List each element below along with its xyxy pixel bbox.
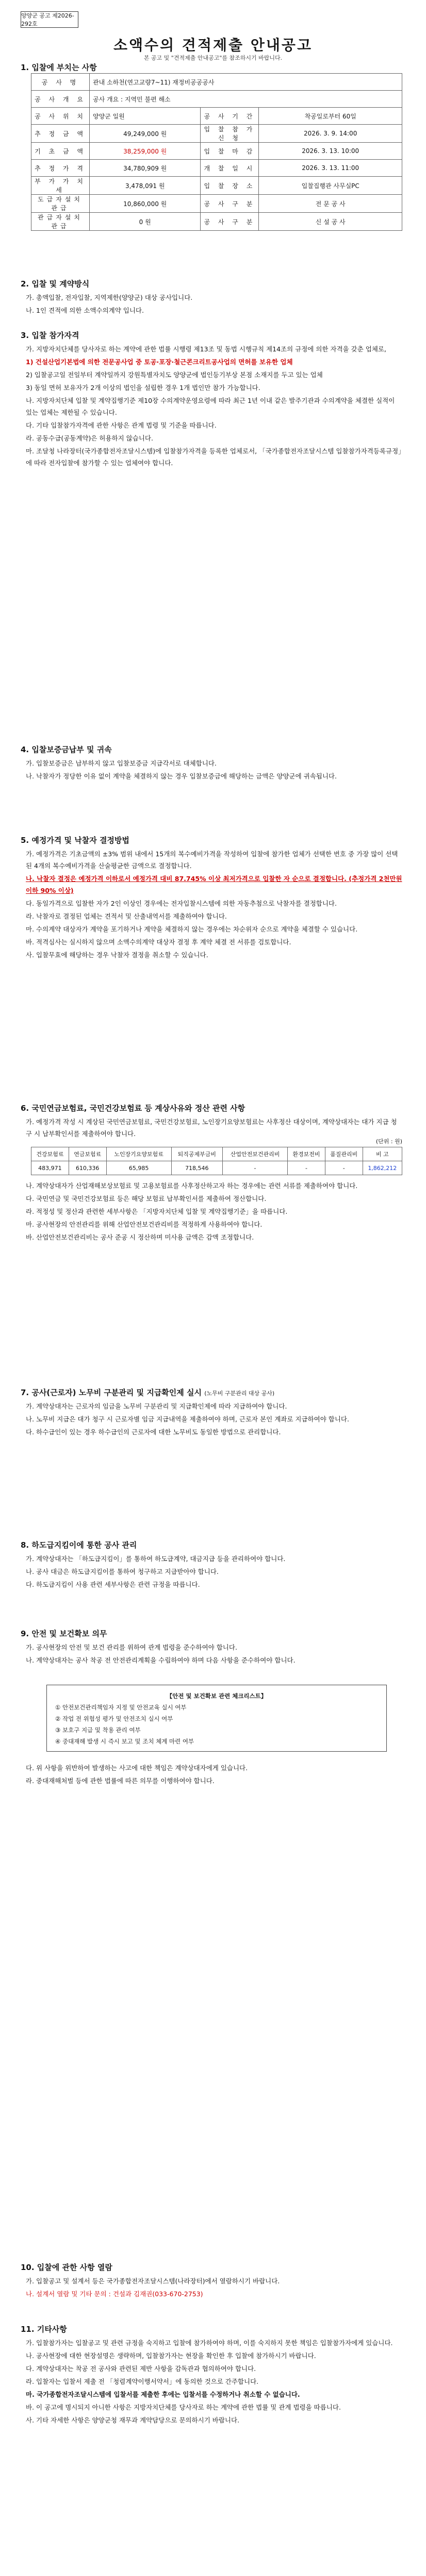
- section-8-body: [26, 1553, 402, 1591]
- insurance-th: 퇴직공제부금비: [171, 1147, 222, 1161]
- s8-line: 나. 공사 대금은 하도급지킴이를 통하여 청구하고 지급받아야 합니다.: [26, 1568, 219, 1575]
- section-2-heading: 2. 입찰 및 계약방식: [21, 279, 90, 289]
- label-registration: 입 찰 참 가 신 청: [201, 125, 259, 143]
- s5-line: 사. 입찰무효에 해당하는 경우 낙찰자 결정을 취소할 수 있습니다.: [26, 951, 208, 959]
- section-5-body: [26, 848, 402, 962]
- page-subtitle: 본 공고 및 "견적제출 안내공고"를 참조하시기 바랍니다.: [143, 55, 283, 61]
- section-10-heading: 10. 입찰에 관한 사항 열람: [21, 2263, 112, 2272]
- value-contractor-supply: 10,860,000 원: [90, 195, 201, 213]
- value-opening: 2026. 3. 13. 11:00: [259, 160, 402, 177]
- s10-line: 가. 입찰공고 및 설계서 등은 국가종합전자조달시스템(나라장터)에서 열람하시기 바랍니다.: [26, 2277, 280, 2285]
- bid-info-table: [31, 73, 402, 231]
- insurance-th: 비 고: [363, 1147, 402, 1161]
- value-deadline: 2026. 3. 13. 10:00: [259, 143, 402, 160]
- section-7-heading: [21, 1387, 274, 1398]
- section-7-body: [26, 1400, 402, 1439]
- s3-line: 마. 조달청 나라장터(국가종합전자조달시스템)에 입찰참가자격을 등록한 업체로서, 「국가종합전자조달시스템 입찰참가자격등록규정」에 따라 전자입찰에 참가할 수 있는 업체여야 합니다.: [26, 447, 402, 467]
- insurance-td: 610,336: [69, 1161, 106, 1175]
- s2-line: 가. 총액입찰, 전자입찰, 지역제한(양양군) 대상 공사입니다.: [26, 294, 193, 301]
- value-estimated-amount: 49,249,000 원: [90, 125, 201, 143]
- s8-line: 다. 하도급지킴이 사용 관련 세부사항은 관련 규정을 따릅니다.: [26, 1581, 200, 1588]
- label-base-amount: 기 초 금 액: [31, 143, 90, 160]
- label-estimated-price: 추 정 가 격: [31, 160, 90, 177]
- label-vat: 부 가 가 치 세: [31, 177, 90, 195]
- value-registration: 2026. 3. 9. 14:00: [259, 125, 402, 143]
- notice-number-box: 양양군 공고 제2026-292호: [21, 11, 78, 28]
- s4-line: 가. 입찰보증금은 납부하지 않고 입찰보증금 지급각서로 대체합니다.: [26, 759, 217, 767]
- s3-line: 다. 기타 입찰참가자격에 관한 사항은 관계 법령 및 기준을 따릅니다.: [26, 421, 217, 429]
- s5-line: 가. 예정가격은 기초금액의 ±3% 범위 내에서 15개의 복수예비가격을 작성하여 입찰에 참가한 업체가 선택한 번호 중 가장 많이 선택된 4개의 복수예비가격을 산술평균한 금액으로 결정합니다.: [26, 850, 398, 870]
- section-4-heading: 4. 입찰보증금납부 및 귀속: [21, 745, 112, 754]
- section-3-body: [26, 343, 402, 470]
- label-place: 입 찰 장 소: [201, 177, 259, 195]
- checklist-title: 【안전 및 보건확보 관련 체크리스트】: [166, 1692, 267, 1700]
- section-2-body: [26, 292, 402, 317]
- insurance-th: 노인장기요양보험료: [106, 1147, 171, 1161]
- checklist-item: ③ 보호구 지급 및 착용 관리 여부: [55, 1726, 141, 1734]
- label-opening: 개 찰 일 시: [201, 160, 259, 177]
- value-project-name: 관내 소하천(연고교량7~11) 재정비공공공사: [90, 74, 402, 91]
- insurance-td: -: [223, 1161, 288, 1175]
- table-unit: (단위 : 원): [375, 1138, 402, 1145]
- section-3-heading: 3. 입찰 참가자격: [21, 331, 79, 340]
- insurance-th: 연금보험료: [69, 1147, 106, 1161]
- s3-line: 2) 입찰공고일 전일부터 계약일까지 강원특별자치도 양양군에 법인등기부상 본점 소재지를 두고 있는 업체: [26, 371, 323, 379]
- section-9-heading: 9. 안전 및 보건확보 의무: [21, 1629, 107, 1638]
- s6-line: 가. 예정가격 작성 시 계상된 국민연금보험료, 국민건강보험료, 노인장기요양보험료는 사후정산 대상이며, 계약상대자는 대가 지급 청구 시 납부확인서를 제출하여야 합니다.: [26, 1118, 397, 1138]
- section-6-heading: 6. 국민연금보험료, 국민건강보험료 등 계상사유와 정산 관련 사항: [21, 1104, 245, 1113]
- s11-line: 마. 국가종합전자조달시스템에 입찰서를 제출한 후에는 입찰서를 수정하거나 취소할 수 없습니다.: [26, 2391, 300, 2398]
- section-11-body: [26, 2337, 402, 2427]
- s7-title: 7. 공사(근로자) 노무비 구분관리 및 지급확인제 실시: [21, 1388, 202, 1397]
- insurance-td: -: [288, 1161, 325, 1175]
- s8-line: 가. 계약상대자는 「하도급지킴이」를 통하여 하도급계약, 대금지급 등을 관리하여야 합니다.: [26, 1555, 286, 1563]
- s9-line: 다. 위 사항을 위반하여 발생하는 사고에 대한 책임은 계약상대자에게 있습니다.: [26, 1764, 248, 1772]
- safety-checklist-box: [46, 1685, 387, 1752]
- section-1-heading: 1. 입찰에 부치는 사항: [21, 63, 97, 72]
- s3-line: 가. 지방자치단체를 당사자로 하는 계약에 관한 법률 시행령 제13조 및 동법 시행규칙 제14조의 규정에 의한 자격을 갖춘 업체로,: [26, 345, 386, 353]
- checklist-item: ② 작업 전 위험성 평가 및 안전조치 실시 여부: [55, 1715, 173, 1722]
- label-estimated-amount: 추 정 금 액: [31, 125, 90, 143]
- section-6-body: [26, 1180, 402, 1244]
- s3-line: 3) 동일 면허 보유자가 2개 이상의 법인을 설립한 경우 1개 법인만 참가 가능합니다.: [26, 384, 260, 392]
- s9-line: 라. 중대재해처벌 등에 관한 법률에 따른 의무를 이행하여야 합니다.: [26, 1777, 215, 1785]
- insurance-th: 환경보전비: [288, 1147, 325, 1161]
- s11-line: 다. 계약상대자는 착공 전 공사와 관련된 제반 사항을 감독관과 협의하여야 합니다.: [26, 2365, 256, 2372]
- insurance-th: 품질관리비: [325, 1147, 363, 1161]
- label-gov-supply: 관급자설치관급: [31, 213, 90, 231]
- s4-line: 나. 낙찰자가 정당한 이유 없이 계약을 체결하지 않는 경우 입찰보증금에 해당하는 금액은 양양군에 귀속됩니다.: [26, 772, 337, 780]
- s9-line: 나. 계약상대자는 공사 착공 전 안전관리계획을 수립하여야 하며 다음 사항을 준수하여야 합니다.: [26, 1656, 296, 1664]
- s6-line: 나. 계약상대자가 산업재해보상보험료 및 고용보험료를 사후정산하고자 하는 경우에는 관련 서류를 제출하여야 합니다.: [26, 1182, 358, 1190]
- section-11-heading: 11. 기타사항: [21, 2325, 67, 2334]
- insurance-td: 718,546: [171, 1161, 222, 1175]
- value-work-class: 신 설 공 사: [259, 213, 402, 231]
- s6-line: 바. 산업안전보건관리비는 공사 준공 시 정산하며 미사용 금액은 감액 조정합니다.: [26, 1233, 254, 1241]
- value-gov-supply: 0 원: [90, 213, 201, 231]
- s6-line: 다. 국민연금 및 국민건강보험료 등은 해당 보험료 납부확인서를 제출하여 정산합니다.: [26, 1195, 267, 1202]
- value-base-amount: 38,259,000 원: [90, 143, 201, 160]
- insurance-td: 65,985: [106, 1161, 171, 1175]
- label-project-name: 공 사 명: [31, 74, 90, 91]
- label-location: 공 사 위 치: [31, 108, 90, 125]
- value-work-type: 전 문 공 사: [259, 195, 402, 213]
- section-9-body: [26, 1641, 402, 1667]
- value-estimated-price: 34,780,909 원: [90, 160, 201, 177]
- label-deadline: 입 찰 마 감: [201, 143, 259, 160]
- value-period: 착공일로부터 60일: [259, 108, 402, 125]
- s7-note: (노무비 구분관리 대상 공사): [204, 1390, 275, 1397]
- s6-line: 마. 공사현장의 안전관리를 위해 산업안전보건관리비를 적정하게 사용하여야 합니다.: [26, 1221, 263, 1228]
- s6-line: 라. 적정성 및 정산과 관련한 세부사항은 「지방자치단체 입찰 및 계약집행기준」을 따릅니다.: [26, 1208, 288, 1215]
- value-location: 양양군 일원: [90, 108, 201, 125]
- section-10-body: [26, 2275, 402, 2301]
- label-work-type: 공 사 구 분: [201, 195, 259, 213]
- insurance-td: 1,862,212: [363, 1161, 402, 1175]
- value-vat: 3,478,091 원: [90, 177, 201, 195]
- s5-line: 바. 적격심사는 실시하지 않으며 소액수의계약 대상자 결정 후 계약 체결 전 서류를 검토합니다.: [26, 938, 291, 946]
- s2-line: 나. 1인 견적에 의한 소액수의계약 입니다.: [26, 307, 144, 314]
- value-overview: 공사 개요 : 지역민 불편 해소: [90, 91, 402, 108]
- s11-line: 나. 공사현장에 대한 현장설명은 생략하며, 입찰참가자는 현장을 확인한 후 입찰에 참가하시기 바랍니다.: [26, 2352, 316, 2360]
- s7-line: 다. 하수급인이 있는 경우 하수급인의 근로자에 대한 노무비도 동일한 방법으로 관리합니다.: [26, 1428, 281, 1436]
- checklist-item: ④ 중대재해 발생 시 즉시 보고 및 조치 체계 마련 여부: [55, 1738, 194, 1745]
- s11-line: 바. 이 공고에 명시되지 아니한 사항은 지방자치단체를 당사자로 하는 계약에 관한 법률 및 관계 법령을 따릅니다.: [26, 2403, 341, 2411]
- insurance-td: -: [325, 1161, 363, 1175]
- section-9-after: [26, 1762, 402, 1788]
- insurance-th: 건강보험료: [31, 1147, 69, 1161]
- value-place: 입찰집행관 사무실PC: [259, 177, 402, 195]
- insurance-table: [31, 1147, 402, 1175]
- checklist-item: ① 안전보건관리책임자 지정 및 안전교육 실시 여부: [55, 1704, 187, 1711]
- s3-line: 나. 지방자치단체 입찰 및 계약집행기준 제10장 수의계약운영요령에 따라 최근 1년 이내 같은 발주기관과 수의계약을 체결한 실적이 있는 업체는 제한될 수 있습니다.: [26, 397, 395, 416]
- s5-line: 나. 낙찰자 결정은 예정가격 이하로서 예정가격 대비 87.745% 이상 최저가격으로 입찰한 자 순으로 결정합니다. (추정가격 2천만원 이하 90% 이상): [26, 875, 402, 894]
- section-8-heading: 8. 하도급지킴이에 통한 공사 관리: [21, 1540, 137, 1550]
- s7-line: 나. 노무비 지급은 대가 청구 시 근로자별 임금 지급내역을 제출하여야 하며, 근로자 본인 계좌로 지급하여야 합니다.: [26, 1415, 349, 1423]
- s5-line: 다. 동일가격으로 입찰한 자가 2인 이상인 경우에는 전자입찰시스템에 의한 자동추첨으로 낙찰자를 결정합니다.: [26, 900, 337, 907]
- label-overview: 공 사 개 요: [31, 91, 90, 108]
- s11-line: 사. 기타 자세한 사항은 양양군청 재무과 계약담당으로 문의하시기 바랍니다.: [26, 2416, 240, 2424]
- s7-line: 가. 계약상대자는 근로자의 임금을 노무비 구분관리 및 지급확인제에 따라 지급하여야 합니다.: [26, 1402, 287, 1410]
- s5-line: 마. 수의계약 대상자가 계약을 포기하거나 계약을 체결하지 않는 경우에는 차순위자 순으로 계약을 체결할 수 있습니다.: [26, 925, 358, 933]
- insurance-td: 483,971: [31, 1161, 69, 1175]
- page-title: 소액수의 견적제출 안내공고: [113, 37, 313, 54]
- insurance-th: 산업안전보건관리비: [223, 1147, 288, 1161]
- label-period: 공 사 기 간: [201, 108, 259, 125]
- s11-line: 라. 입찰자는 입찰서 제출 전 「청렴계약이행서약서」에 동의한 것으로 간주합니다.: [26, 2378, 259, 2385]
- section-5-heading: 5. 예정가격 및 낙찰자 결정방법: [21, 836, 129, 845]
- s9-line: 가. 공사현장의 안전 및 보건 관리를 위하여 관계 법령을 준수하여야 합니다.: [26, 1643, 237, 1651]
- label-work-class: 공 사 구 분: [201, 213, 259, 231]
- label-contractor-supply: 도급자설치관급: [31, 195, 90, 213]
- s10-line: 나. 설계서 열람 및 기타 문의 : 건설과 김재권(033-670-2753): [26, 2290, 203, 2298]
- s11-line: 가. 입찰참가자는 입찰공고 및 관련 규정을 숙지하고 입찰에 참가하여야 하며, 이를 숙지하지 못한 책임은 입찰참가자에게 있습니다.: [26, 2339, 393, 2347]
- s5-line: 라. 낙찰자로 결정된 업체는 견적서 및 산출내역서를 제출하여야 합니다.: [26, 912, 227, 920]
- section-4-body: [26, 757, 402, 783]
- s3-line: 1) 건설산업기본법에 의한 전문공사업 중 토공·포장·철근콘크리트공사업의 면허를 보유한 업체: [26, 358, 293, 366]
- s3-line: 라. 공동수급(공동계약)은 허용하지 않습니다.: [26, 434, 153, 442]
